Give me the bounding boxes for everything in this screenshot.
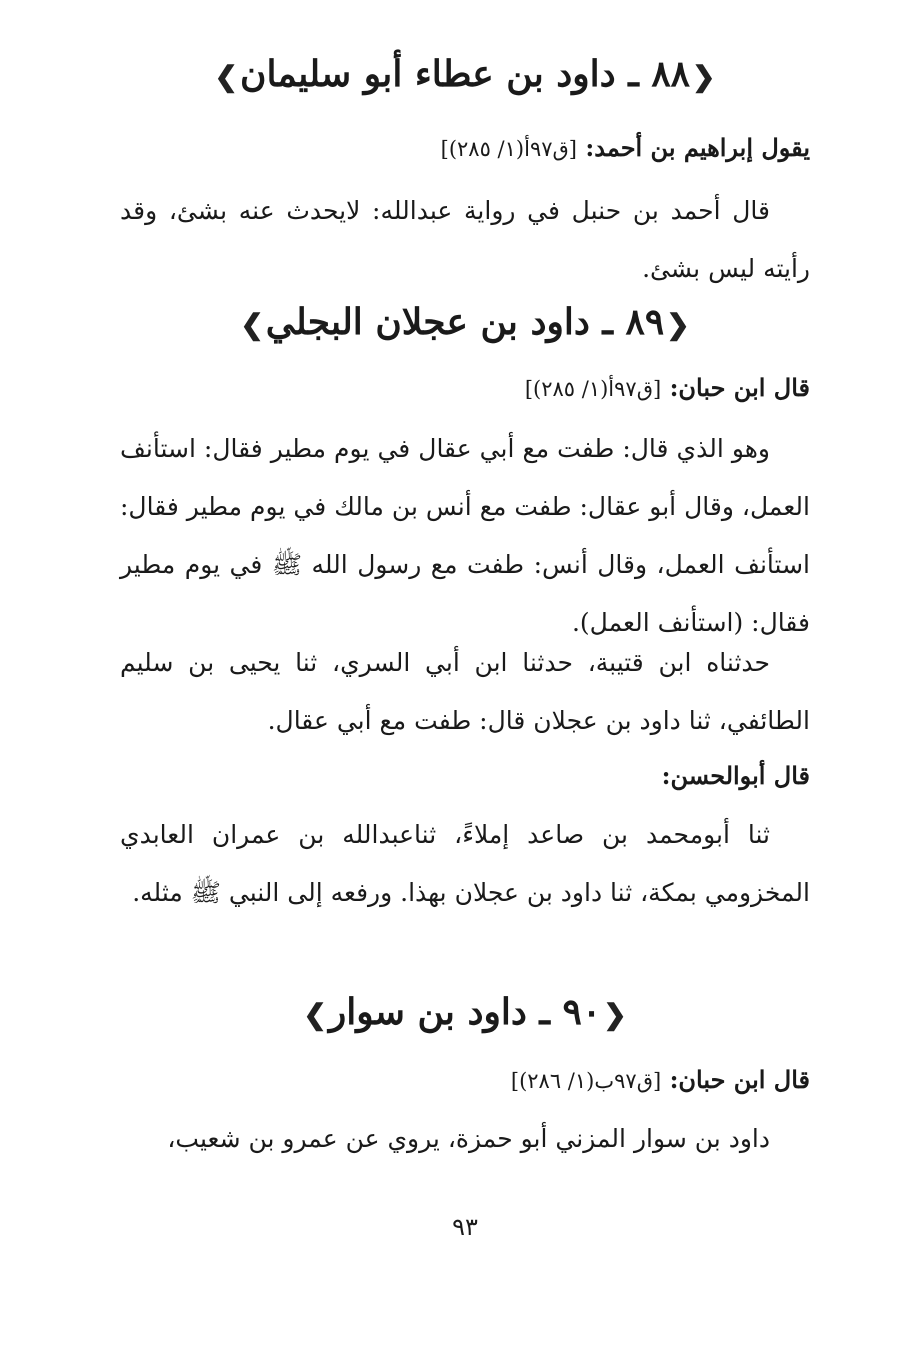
ornament-open-icon: ❮ xyxy=(603,998,627,1031)
source-line-88 xyxy=(120,132,810,165)
source-label: قال ابن حبان: xyxy=(669,373,810,402)
source-ref: [ق٩٧ب(١/ ٢٨٦)] xyxy=(510,1069,662,1093)
source-line-89 xyxy=(120,372,810,405)
entry-title-89: ❮٨٩ ـ داود بن عجلان البجلي❯ xyxy=(120,300,810,347)
source-label: قال أبوالحسن: xyxy=(661,761,810,790)
source-label: يقول إبراهيم بن أحمد: xyxy=(585,133,810,162)
source-ref: [ق٩٧أ(١/ ٢٨٥)] xyxy=(524,377,662,401)
paragraph-90-1: داود بن سوار المزني أبو حمزة، يروي عن عمرو بن شعيب، xyxy=(167,1124,770,1153)
source-label: قال ابن حبان: xyxy=(669,1065,810,1094)
source-line-89-b xyxy=(120,760,810,792)
ornament-close-icon: ❯ xyxy=(303,998,327,1031)
document-page xyxy=(120,0,810,1351)
ornament-close-icon: ❯ xyxy=(240,308,264,341)
page-number: ٩٣ xyxy=(452,1213,478,1241)
paragraph-89-3: ثنا أبومحمد بن صاعد إملاءً، ثناعبدالله بن عمران العابدي المخزومي بمكة، ثنا داود بن عجلان بهذا. ورفعه إلى النبي ﷺ مثله. xyxy=(120,820,810,907)
source-ref: [ق٩٧أ(١/ ٢٨٥)] xyxy=(440,137,577,161)
source-line-90 xyxy=(120,1064,810,1097)
ornament-open-icon: ❮ xyxy=(691,60,716,93)
ornament-close-icon: ❯ xyxy=(214,60,238,93)
paragraph-88-1: قال أحمد بن حنبل في رواية عبدالله: لايحدث عنه بشئ، وقد رأيته ليس بشئ. xyxy=(120,196,810,283)
ornament-open-icon: ❮ xyxy=(666,308,690,341)
entry-title-90: ❮٩٠ ـ داود بن سوار❯ xyxy=(120,990,810,1037)
paragraph-89-2: حدثناه ابن قتيبة، حدثنا ابن أبي السري، ثنا يحيى بن سليم الطائفي، ثنا داود بن عجلان قال: طفت مع أبي عقال. xyxy=(120,648,810,735)
entry-title-88: ❮٨٨ ـ داود بن عطاء أبو سليمان❯ xyxy=(120,52,810,99)
paragraph-89-1: وهو الذي قال: طفت مع أبي عقال في يوم مطير فقال: استأنف العمل، وقال أبو عقال: طفت مع أنس بن مالك في يوم مطير فقال: استأنف العمل، وقال أنس: طفت مع رسول الله ﷺ في يوم مطير فقال: (استأنف العمل). xyxy=(120,434,810,637)
